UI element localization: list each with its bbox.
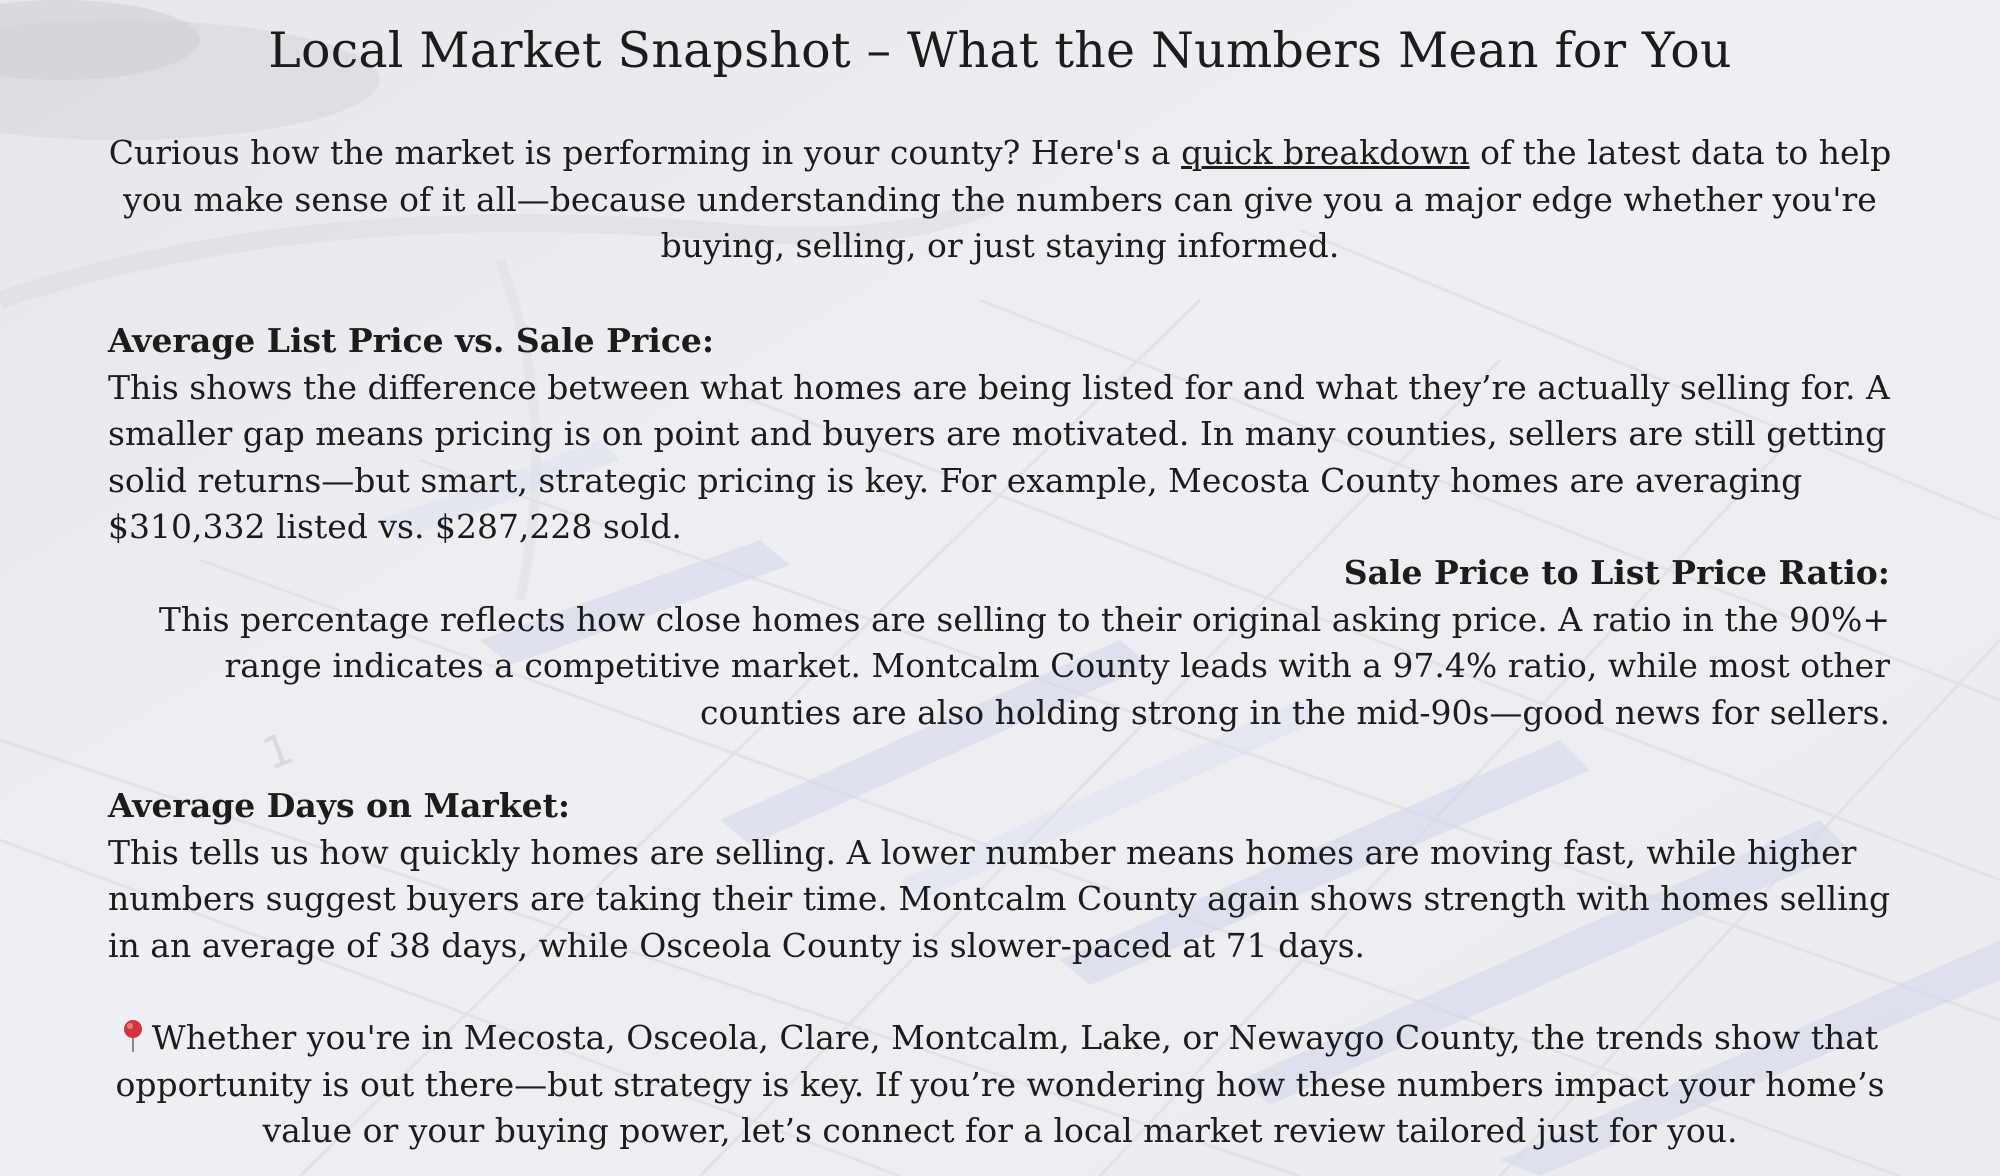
page-title: Local Market Snapshot – What the Numbers Mean for You xyxy=(268,22,1732,79)
section-body: This tells us how quickly homes are selling. A lower number means homes are moving fast, while higher numbers suggest buyers are taking their time. Montcalm County again shows strength with homes selling in an average of 38 days, while Osceola County is slower-paced at 71 days. xyxy=(108,832,1891,965)
section-heading: Average Days on Market: xyxy=(108,786,571,825)
intro-text-after-link: of the latest data to help you make sense of it all—because understanding the numbers can give you a major edge whether you're buying, selling, or just staying informed. xyxy=(123,133,1892,265)
intro-paragraph xyxy=(100,130,1900,270)
section-days-on-market xyxy=(108,783,1898,969)
quick-breakdown-link[interactable]: quick breakdown xyxy=(1181,133,1470,172)
section-heading: Average List Price vs. Sale Price: xyxy=(108,321,715,360)
section-body: This shows the difference between what homes are being listed for and what they’re actually selling for. A smaller gap means pricing is on point and buyers are motivated. In many counties, sellers are still getting solid returns—but smart, strategic pricing is key. For example, Mecosta County homes are averaging $310,332 listed vs. $287,228 sold. xyxy=(108,367,1890,546)
section-heading: Sale Price to List Price Ratio: xyxy=(1343,553,1890,592)
section-body: This percentage reflects how close homes are selling to their original asking price. A ratio in the 90%+ range indicates a competitive market. Montcalm County leads with a 97.4% ratio, while most other counties are also holding strong in the mid-90s—good news for sellers. xyxy=(158,599,1890,732)
pin-icon xyxy=(122,1019,144,1053)
closing-paragraph xyxy=(100,1015,1900,1155)
closing-text: Whether you're in Mecosta, Osceola, Clare, Montcalm, Lake, or Newaygo County, the trends show that opportunity is out there—but strategy is key. If you’re wondering how these numbers impact your home’s value or your buying power, let’s connect for a local market review tailored just for you. xyxy=(115,1018,1885,1150)
intro-text-before-link: Curious how the market is performing in your county? Here's a xyxy=(108,133,1182,172)
section-sale-to-list-ratio xyxy=(100,550,1890,736)
section-list-vs-sale-price xyxy=(108,318,1898,551)
